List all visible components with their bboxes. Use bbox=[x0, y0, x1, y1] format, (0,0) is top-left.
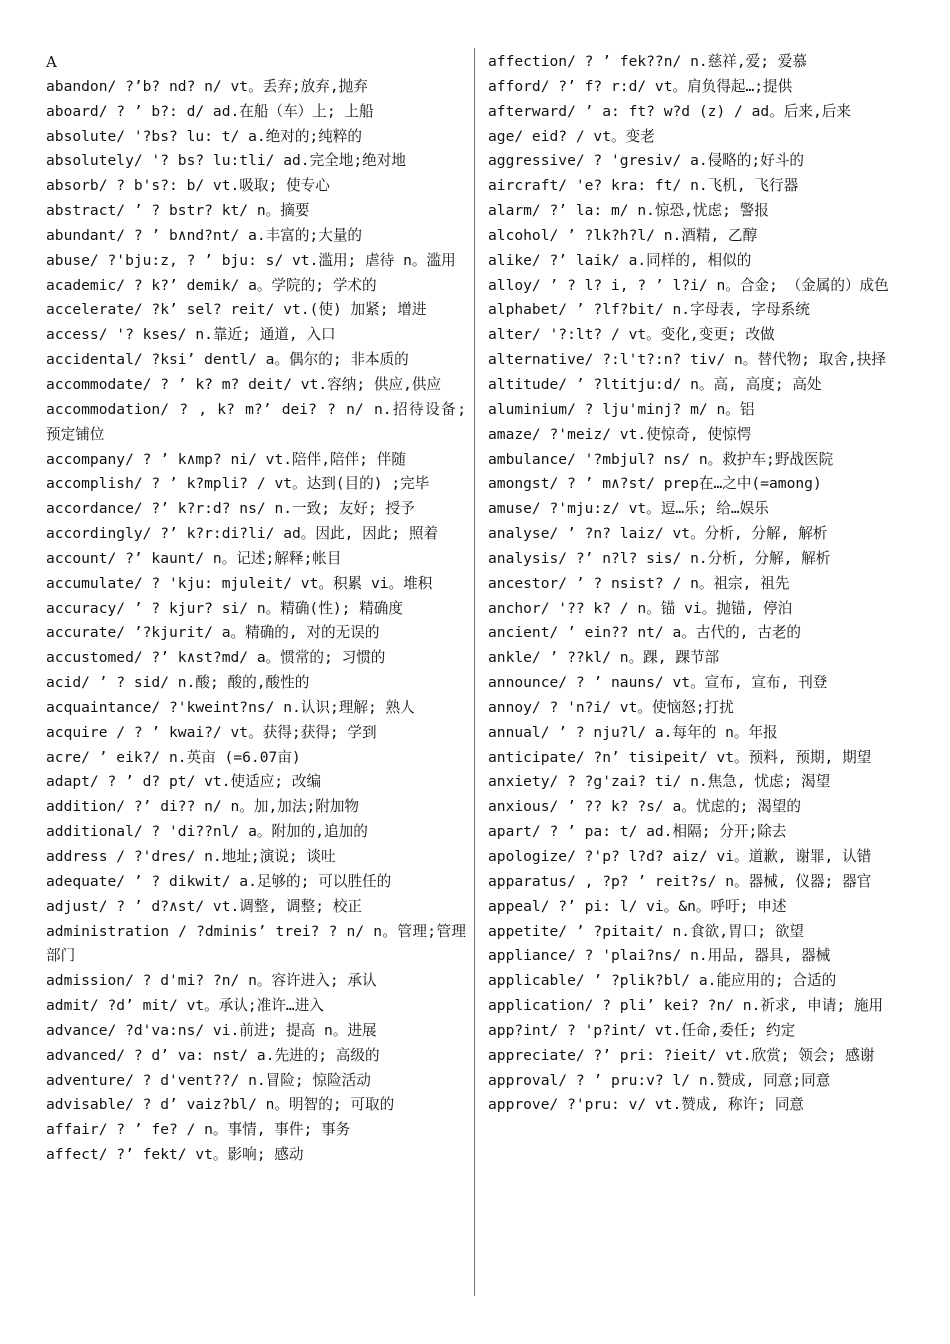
vocab-entry: accustomed/ ?’ k∧st?md/ a。惯常的; 习惯的 bbox=[46, 649, 386, 667]
vocab-entry: alter/ '?:lt? / vt。变化,变更; 改做 bbox=[488, 326, 775, 344]
vocab-entry: account/ ?’ kaunt/ n。记述;解释;帐目 bbox=[46, 549, 342, 567]
vocab-entry: additional/ ? 'di??nl/ a。附加的,追加的 bbox=[46, 823, 368, 841]
vocab-entry: anticipate/ ?n’ tisipeit/ vt。预料, 预期, 期望 bbox=[488, 748, 872, 766]
vocab-entry: advanced/ ? d’ va: nst/ a.先进的; 高级的 bbox=[46, 1046, 380, 1064]
vocab-entry: advance/ ?d'va:ns/ vi.前进; 提高 n。进展 bbox=[46, 1021, 377, 1039]
vocab-entry: applicable/ ’ ?plik?bl/ a.能应用的; 合适的 bbox=[488, 972, 837, 990]
vocab-entry: ankle/ ’ ??kl/ n。踝, 踝节部 bbox=[488, 649, 720, 667]
vocab-entry: affect/ ?’ fekt/ vt。影响; 感动 bbox=[46, 1146, 304, 1164]
vocab-entry: ambulance/ '?mbjul? ns/ n。救护车;野战医院 bbox=[488, 450, 834, 468]
vocab-entry: accomplish/ ? ’ k?mpli? / vt。达到(目的) ;完毕 bbox=[46, 475, 430, 493]
vocab-entry: affair/ ? ’ fe? / n。事情, 事件; 事务 bbox=[46, 1121, 351, 1139]
vocab-entry: appetite/ ’ ?pitait/ n.食欲,胃口; 欲望 bbox=[488, 922, 805, 940]
vocab-entry: accelerate/ ?k’ sel? reit/ vt.(使) 加紧; 增进 bbox=[46, 301, 427, 319]
right-column bbox=[488, 50, 908, 1118]
vocab-entry: adjust/ ? ’ d?∧st/ vt.调整, 调整; 校正 bbox=[46, 897, 363, 915]
vocab-entry: annual/ ’ ? nju?l/ a.每年的 n。年报 bbox=[488, 723, 778, 741]
vocab-entry: acquaintance/ ?'kweint?ns/ n.认识;理解; 熟人 bbox=[46, 698, 415, 716]
vocab-entry: accordance/ ?’ k?r:d? ns/ n.一致; 友好; 授予 bbox=[46, 500, 415, 518]
vocab-entry: adventure/ ? d'vent??/ n.冒险; 惊险活动 bbox=[46, 1071, 371, 1089]
vocab-entry: absolutely/ '? bs? lu:tli/ ad.完全地;绝对地 bbox=[46, 152, 406, 170]
vocab-entry: altitude/ ’ ?ltitju:d/ n。高, 高度; 高处 bbox=[488, 375, 822, 393]
vocab-entry: acre/ ’ eik?/ n.英亩 (=6.07亩) bbox=[46, 748, 301, 766]
vocab-entry: accidental/ ?ksi’ dentl/ a。偶尔的; 非本质的 bbox=[46, 351, 409, 369]
vocab-entry: amuse/ ?'mju:z/ vt。逗…乐; 给…娱乐 bbox=[488, 500, 769, 518]
vocab-entry: alternative/ ?:l't?:n? tiv/ n。替代物; 取舍,抉择 bbox=[488, 351, 886, 369]
vocab-entry: accommodate/ ? ’ k? m? deit/ vt.容纳; 供应,供应 bbox=[46, 375, 442, 393]
vocab-entry: apparatus/ , ?p? ’ reit?s/ n。器械, 仪器; 器官 bbox=[488, 872, 872, 890]
vocab-entry: administration / ?dminis’ trei? ? n/ n。管理;管理部门 bbox=[46, 922, 466, 965]
vocab-entry: apart/ ? ’ pa: t/ ad.相隔; 分开;除去 bbox=[488, 823, 787, 841]
vocab-entry: acid/ ’ ? sid/ n.酸; 酸的,酸性的 bbox=[46, 674, 310, 692]
vocab-entry: access/ '? kses/ n.靠近; 通道, 入口 bbox=[46, 326, 336, 344]
vocab-entry: anxious/ ’ ?? k? ?s/ a。忧虑的; 渴望的 bbox=[488, 798, 802, 816]
vocab-entry: alcohol/ ’ ?lk?h?l/ n.酒精, 乙醇 bbox=[488, 226, 758, 244]
vocab-entry: aggressive/ ? 'gresiv/ a.侵略的;好斗的 bbox=[488, 152, 805, 170]
vocab-entry: address / ?'dres/ n.地址;演说; 谈吐 bbox=[46, 848, 336, 865]
vocab-entry: approval/ ? ’ pru:v? l/ n.赞成, 同意;同意 bbox=[488, 1071, 831, 1089]
vocab-entry: admission/ ? d'mi? ?n/ n。容许进入; 承认 bbox=[46, 972, 377, 990]
right-entry-list bbox=[488, 50, 908, 1118]
vocab-entry: appreciate/ ?’ pri: ?ieit/ vt.欣赏; 领会; 感谢 bbox=[488, 1046, 875, 1064]
vocab-entry: announce/ ? ’ nauns/ vt。宣布, 宣布, 刊登 bbox=[488, 674, 828, 692]
vocab-entry: absolute/ '?bs? lu: t/ a.绝对的;纯粹的 bbox=[46, 127, 363, 145]
vocab-entry: alike/ ?’ laik/ a.同样的, 相似的 bbox=[488, 251, 752, 269]
vocab-entry: appeal/ ?’ pi: l/ vi。&n。呼吁; 申述 bbox=[488, 897, 787, 915]
vocab-entry: ancestor/ ’ ? nsist? / n。祖宗, 祖先 bbox=[488, 574, 790, 592]
vocab-entry: afford/ ?’ f? r:d/ vt。肩负得起…;提供 bbox=[488, 77, 793, 95]
vocab-entry: analyse/ ’ ?n? laiz/ vt。分析, 分解, 解析 bbox=[488, 525, 828, 543]
vocab-entry: anchor/ '?? k? / n。锚 vi。抛锚, 停泊 bbox=[488, 599, 793, 617]
letter-heading: A bbox=[46, 53, 57, 71]
vocab-entry: afterward/ ’ a: ft? w?d (z) / ad。后来,后来 bbox=[488, 102, 851, 120]
vocab-entry: alphabet/ ’ ?lf?bit/ n.字母表, 字母系统 bbox=[488, 301, 810, 319]
vocab-entry: accuracy/ ’ ? kjur? si/ n。精确(性); 精确度 bbox=[46, 599, 403, 617]
vocab-entry: anxiety/ ? ?g'zai? ti/ n.焦急, 忧虑; 渴望 bbox=[488, 773, 831, 791]
vocab-entry: adapt/ ? ’ d? pt/ vt.使适应; 改编 bbox=[46, 773, 322, 791]
vocab-entry: acquire / ? ’ kwai?/ vt。获得;获得; 学到 bbox=[46, 723, 377, 741]
vocab-entry: abuse/ ?'bju:z, ? ’ bju: s/ vt.滥用; 虐待 n。滥用 bbox=[46, 251, 456, 269]
vocab-entry: accurate/ ’?kjurit/ a。精确的, 对的无误的 bbox=[46, 624, 380, 642]
vocab-entry: amongst/ ? ’ m∧?st/ prep在…之中(=among) bbox=[488, 475, 822, 493]
vocab-entry: amaze/ ?'meiz/ vt.使惊奇, 使惊愕 bbox=[488, 425, 752, 443]
left-column bbox=[46, 50, 466, 1168]
vocab-entry: application/ ? pli’ kei? ?n/ n.祈求, 申请; 施用 bbox=[488, 997, 884, 1015]
vocab-entry: apologize/ ?'p? l?d? aiz/ vi。道歉, 谢罪, 认错 bbox=[488, 848, 872, 865]
vocab-entry: analysis/ ?’ n?l? sis/ n.分析, 分解, 解析 bbox=[488, 549, 831, 567]
vocab-entry: approve/ ?'pru: v/ vt.赞成, 称许; 同意 bbox=[488, 1096, 805, 1114]
vocab-entry: alloy/ ’ ? l? i, ? ’ l?i/ n。合金; （金属的）成色 bbox=[488, 276, 889, 294]
vocab-entry: absorb/ ? b's?: b/ vt.吸取; 使专心 bbox=[46, 177, 330, 195]
vocab-entry: ancient/ ’ ein?? nt/ a。古代的, 古老的 bbox=[488, 624, 802, 642]
vocab-entry: abandon/ ?’b? nd? n/ vt。丢弃;放弃,抛弃 bbox=[46, 77, 368, 95]
vocab-entry: accommodation/ ? , k? m?’ dei? ? n/ n.招待设备; 预定铺位 bbox=[46, 400, 466, 443]
vocab-entry: age/ eid? / vt。变老 bbox=[488, 127, 655, 145]
vocab-entry: accordingly/ ?’ k?r:di?li/ ad。因此, 因此; 照着 bbox=[46, 525, 439, 543]
vocab-entry: accompany/ ? ’ k∧mp? ni/ vt.陪伴,陪伴; 伴随 bbox=[46, 450, 406, 468]
vocab-entry: admit/ ?d’ mit/ vt。承认;准许…进入 bbox=[46, 997, 324, 1015]
column-divider bbox=[474, 48, 475, 1296]
vocab-entry: affection/ ? ’ fek??n/ n.慈祥,爱; 爱慕 bbox=[488, 53, 807, 70]
vocab-entry: accumulate/ ? 'kju: mjuleit/ vt。积累 vi。堆积 bbox=[46, 574, 433, 592]
vocab-entry: aluminium/ ? lju'minj? m/ n。铝 bbox=[488, 400, 755, 418]
vocab-entry: abstract/ ’ ? bstr? kt/ n。摘要 bbox=[46, 202, 310, 220]
vocab-entry: adequate/ ’ ? dikwit/ a.足够的; 可以胜任的 bbox=[46, 872, 392, 890]
vocab-entry: abundant/ ? ’ b∧nd?nt/ a.丰富的;大量的 bbox=[46, 226, 363, 244]
vocab-entry: alarm/ ?’ la: m/ n.惊恐,忧虑; 警报 bbox=[488, 202, 769, 220]
vocab-entry: aircraft/ 'e? kra: ft/ n.飞机, 飞行器 bbox=[488, 177, 799, 195]
left-entry-list bbox=[46, 75, 466, 1168]
vocab-entry: app?int/ ? 'p?int/ vt.任命,委任; 约定 bbox=[488, 1021, 796, 1039]
vocab-entry: aboard/ ? ’ b?: d/ ad.在船（车）上; 上船 bbox=[46, 102, 374, 120]
vocab-entry: addition/ ?’ di?? n/ n。加,加法;附加物 bbox=[46, 798, 360, 816]
vocab-entry: appliance/ ? 'plai?ns/ n.用品, 器具, 器械 bbox=[488, 947, 831, 965]
vocab-entry: annoy/ ? 'n?i/ vt。使恼怒;打扰 bbox=[488, 698, 734, 716]
vocab-entry: advisable/ ? d’ vaiz?bl/ n。明智的; 可取的 bbox=[46, 1096, 395, 1114]
vocab-entry: academic/ ? k?’ demik/ a。学院的; 学术的 bbox=[46, 276, 377, 294]
